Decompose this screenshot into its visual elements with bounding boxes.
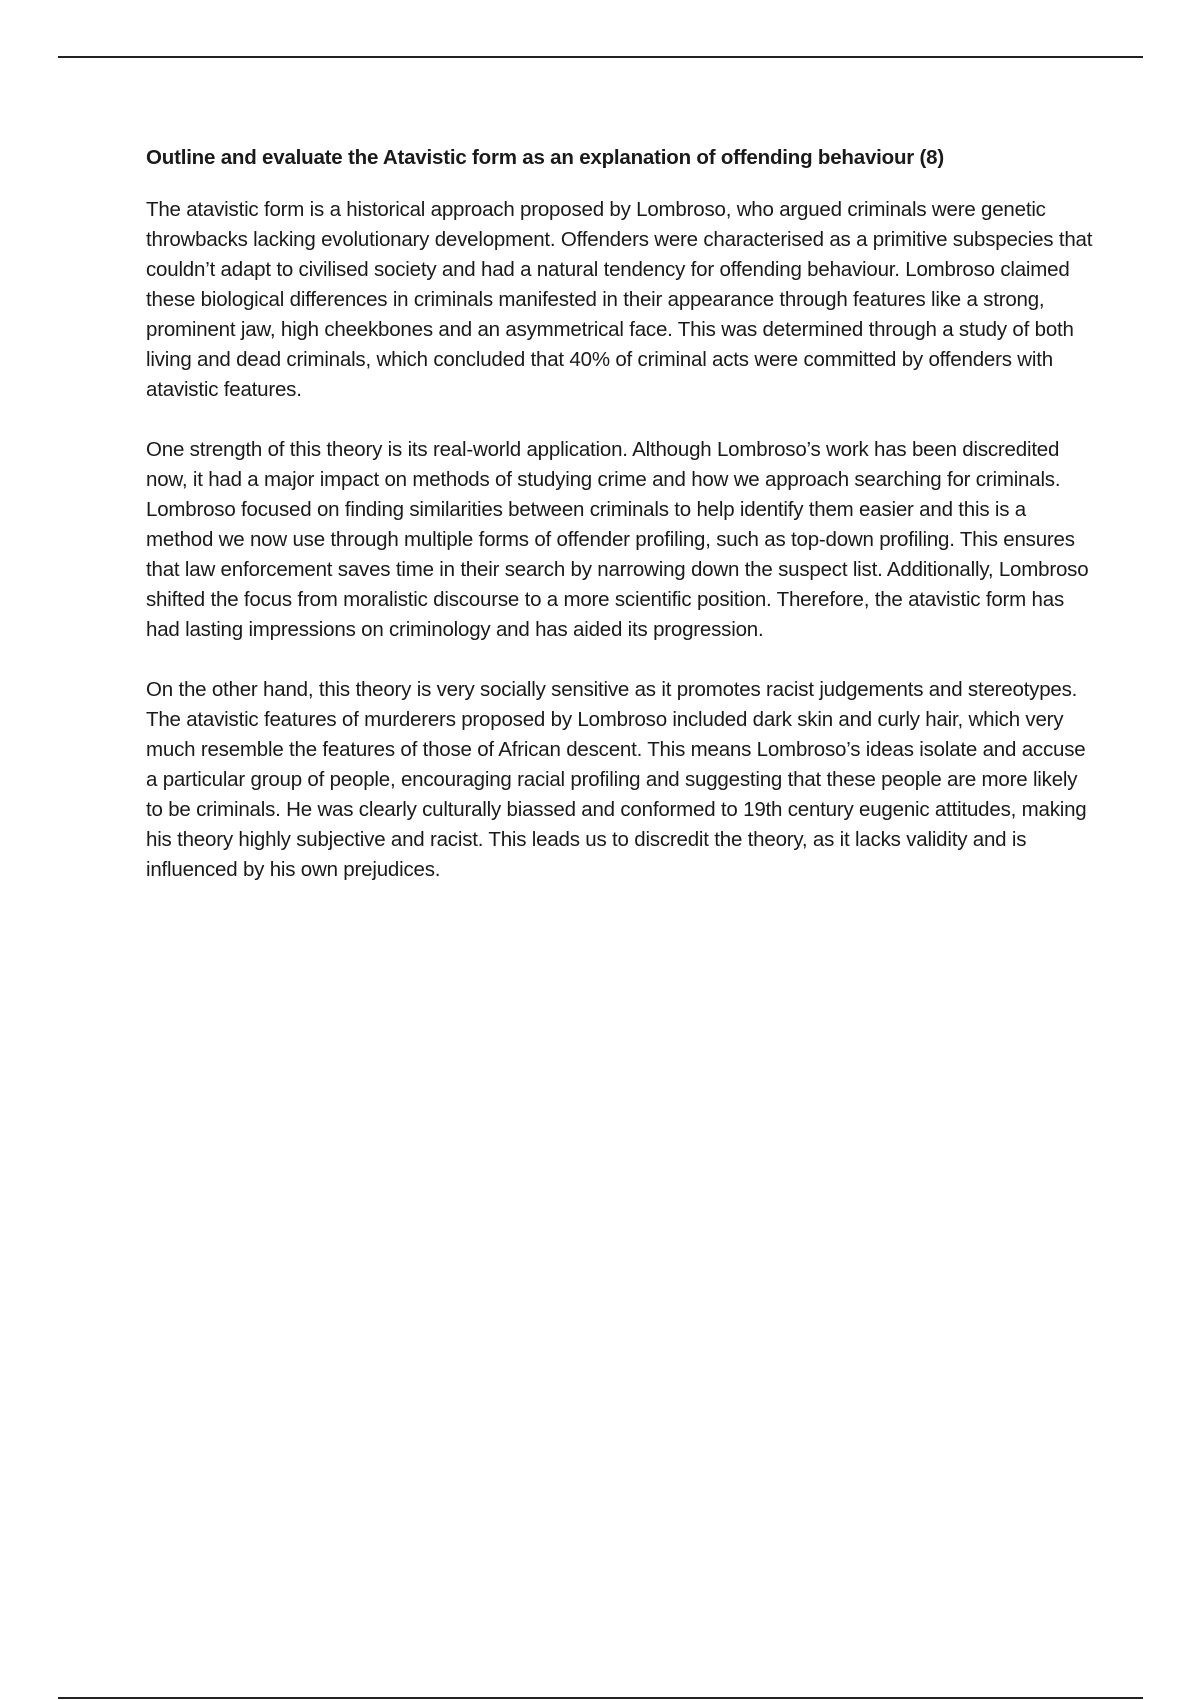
paragraph-outline: The atavistic form is a historical approach proposed by Lombroso, who argued criminals were genetic throwbacks lacking evolutionary development. Offenders were characterised as a primitive subspecies that couldn’t adapt to civilised society and had a natural tendency for offending behaviour. Lombroso claimed these biological differences in criminals manifested in their appearance through features like a strong, prominent jaw, high cheekbones and an asymmetrical face. This was determined through a study of both living and dead criminals, which concluded that 40% of criminal acts were committed by offenders with atavistic features. [146,198,1093,401]
page-top-rule [58,56,1143,58]
page-bottom-rule [58,1697,1143,1699]
essay-question-heading: Outline and evaluate the Atavistic form as an explanation of offending behaviour (8) [146,146,945,169]
document-body [146,143,1096,915]
paragraph-strength: One strength of this theory is its real-world application. Although Lombroso’s work has been discredited now, it had a major impact on methods of studying crime and how we approach searching for criminals. Lombroso focused on finding similarities between criminals to help identify them easier and this is a method we now use through multiple forms of offender profiling, such as top-down profiling. This ensures that law enforcement saves time in their search by narrowing down the suspect list. Additionally, Lombroso shifted the focus from moralistic discourse to a more scientific position. Therefore, the atavistic form has had lasting impressions on criminology and has aided its progression. [146,438,1089,641]
paragraph-weakness: On the other hand, this theory is very socially sensitive as it promotes racist judgements and stereotypes. The atavistic features of murderers proposed by Lombroso included dark skin and curly hair, which very much resemble the features of those of African descent. This means Lombroso’s ideas isolate and accuse a particular group of people, encouraging racial profiling and suggesting that these people are more likely to be criminals. He was clearly culturally biassed and conformed to 19th century eugenic attitudes, making his theory highly subjective and racist. This leads us to discredit the theory, as it lacks validity and is influenced by his own prejudices. [146,678,1087,881]
